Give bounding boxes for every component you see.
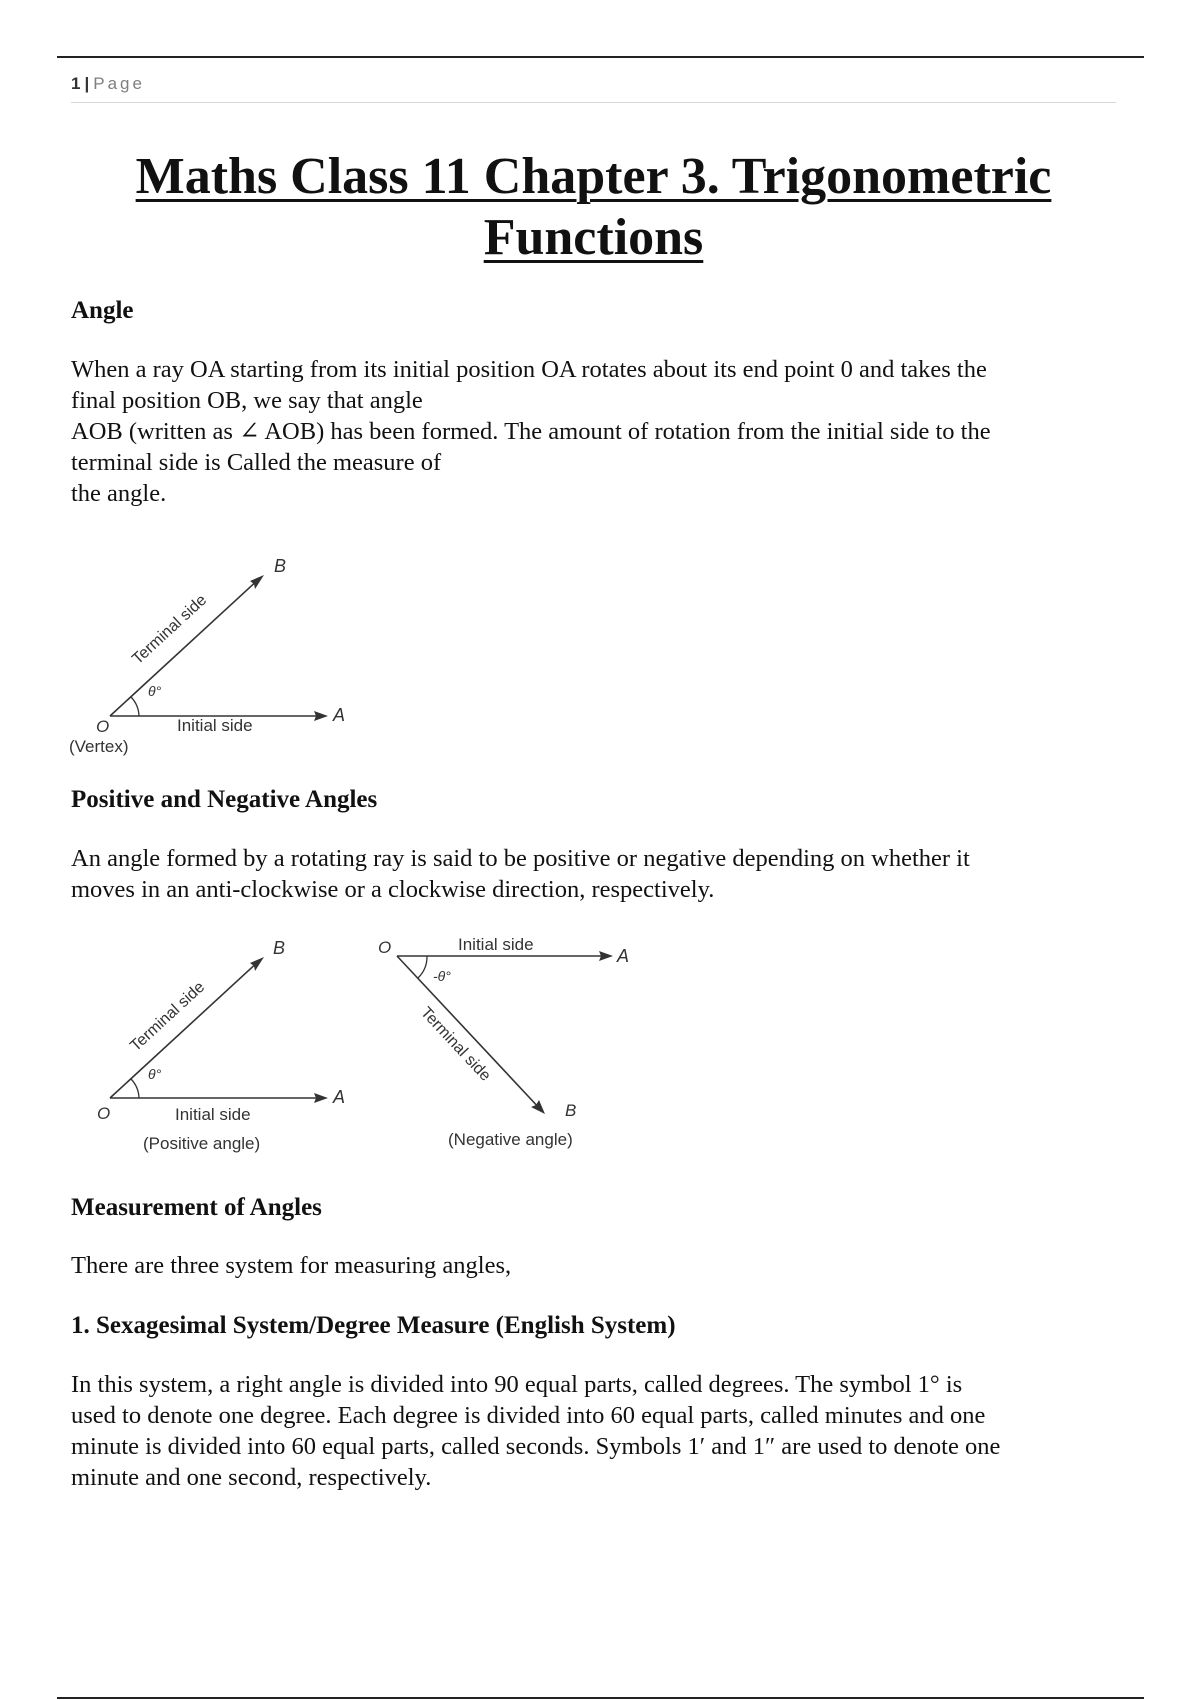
angle-arc bbox=[418, 956, 427, 978]
positive-negative-heading: Positive and Negative Angles bbox=[71, 786, 378, 813]
paragraph-line: moves in an anti-clockwise or a clockwise direction, respectively. bbox=[71, 876, 715, 903]
page-header bbox=[71, 72, 1116, 103]
sexagesimal-heading: 1. Sexagesimal System/Degree Measure (English System) bbox=[71, 1312, 676, 1339]
point-b-label: B bbox=[274, 556, 287, 576]
vertex-label: (Vertex) bbox=[69, 737, 129, 756]
terminal-side-label: Terminal side bbox=[127, 978, 209, 1055]
terminal-side-ray bbox=[397, 956, 542, 1111]
initial-side-label: Initial side bbox=[458, 935, 534, 954]
theta-label: θ° bbox=[148, 1066, 162, 1082]
point-o-label: O bbox=[97, 1104, 111, 1123]
bottom-rule bbox=[57, 1697, 1144, 1699]
page-title bbox=[71, 146, 1116, 268]
paragraph-line: final position OB, we say that angle bbox=[71, 387, 423, 414]
point-b-label: B bbox=[565, 1101, 577, 1120]
measurement-heading: Measurement of Angles bbox=[71, 1194, 322, 1221]
positive-angle-diagram bbox=[60, 930, 380, 1160]
top-rule bbox=[57, 56, 1144, 58]
paragraph-line: An angle formed by a rotating ray is said to be positive or negative depending on whether it bbox=[71, 845, 970, 872]
point-o-label: O bbox=[378, 938, 392, 957]
terminal-side-ray bbox=[110, 578, 260, 716]
arrow-head-a bbox=[314, 711, 328, 721]
terminal-side-label: Terminal side bbox=[129, 591, 211, 668]
paragraph-line: terminal side is Called the measure of bbox=[71, 449, 442, 476]
terminal-side-label: Terminal side bbox=[417, 1004, 494, 1085]
page-number: 1 bbox=[71, 74, 81, 93]
paragraph-line: AOB (written as ∠ AOB) has been formed. The amount of rotation from the initial side to the bbox=[71, 418, 991, 445]
arrow-head-a bbox=[314, 1093, 328, 1103]
positive-negative-paragraph bbox=[71, 843, 1131, 905]
arrow-head-a bbox=[599, 951, 613, 961]
title-line-1: Maths Class 11 Chapter 3. Trigonometric bbox=[135, 148, 1052, 205]
angle-paragraph bbox=[71, 354, 1131, 509]
point-a-label: A bbox=[617, 946, 630, 966]
sexagesimal-paragraph bbox=[71, 1369, 1131, 1493]
angle-arc bbox=[131, 697, 139, 716]
paragraph-line: the angle. bbox=[71, 480, 167, 507]
paragraph-line: In this system, a right angle is divided into 90 equal parts, called degrees. The symbol 1° is bbox=[71, 1371, 963, 1398]
terminal-side-ray bbox=[110, 960, 260, 1098]
page-label: Page bbox=[93, 74, 145, 93]
paragraph-line: minute and one second, respectively. bbox=[71, 1464, 432, 1491]
negative-angle-caption: (Negative angle) bbox=[448, 1130, 573, 1149]
positive-angle-caption: (Positive angle) bbox=[143, 1134, 261, 1153]
point-a-label: A bbox=[333, 705, 346, 725]
initial-side-label: Initial side bbox=[177, 716, 253, 735]
theta-label: -θ° bbox=[433, 968, 451, 984]
initial-side-label: Initial side bbox=[175, 1105, 251, 1124]
arrow-head-b bbox=[250, 957, 264, 971]
paragraph-line: used to denote one degree. Each degree is divided into 60 equal parts, called minutes and one bbox=[71, 1402, 986, 1429]
negative-angle-diagram bbox=[370, 925, 670, 1160]
paragraph-line: When a ray OA starting from its initial position OA rotates about its end point 0 and takes the bbox=[71, 356, 987, 383]
title-line-2: Functions bbox=[483, 209, 704, 266]
theta-label: θ° bbox=[148, 683, 162, 699]
page-separator: | bbox=[84, 74, 90, 93]
angle-diagram bbox=[60, 540, 360, 765]
point-a-label: A bbox=[333, 1087, 346, 1107]
point-b-label: B bbox=[273, 938, 286, 958]
angle-arc bbox=[131, 1079, 139, 1098]
paragraph-line: minute is divided into 60 equal parts, called seconds. Symbols 1′ and 1″ are used to denote one bbox=[71, 1433, 1001, 1460]
angle-heading: Angle bbox=[71, 297, 134, 324]
arrow-head-b bbox=[250, 575, 264, 589]
point-o-label: O bbox=[96, 717, 110, 736]
measurement-paragraph: There are three system for measuring angles, bbox=[71, 1252, 512, 1279]
